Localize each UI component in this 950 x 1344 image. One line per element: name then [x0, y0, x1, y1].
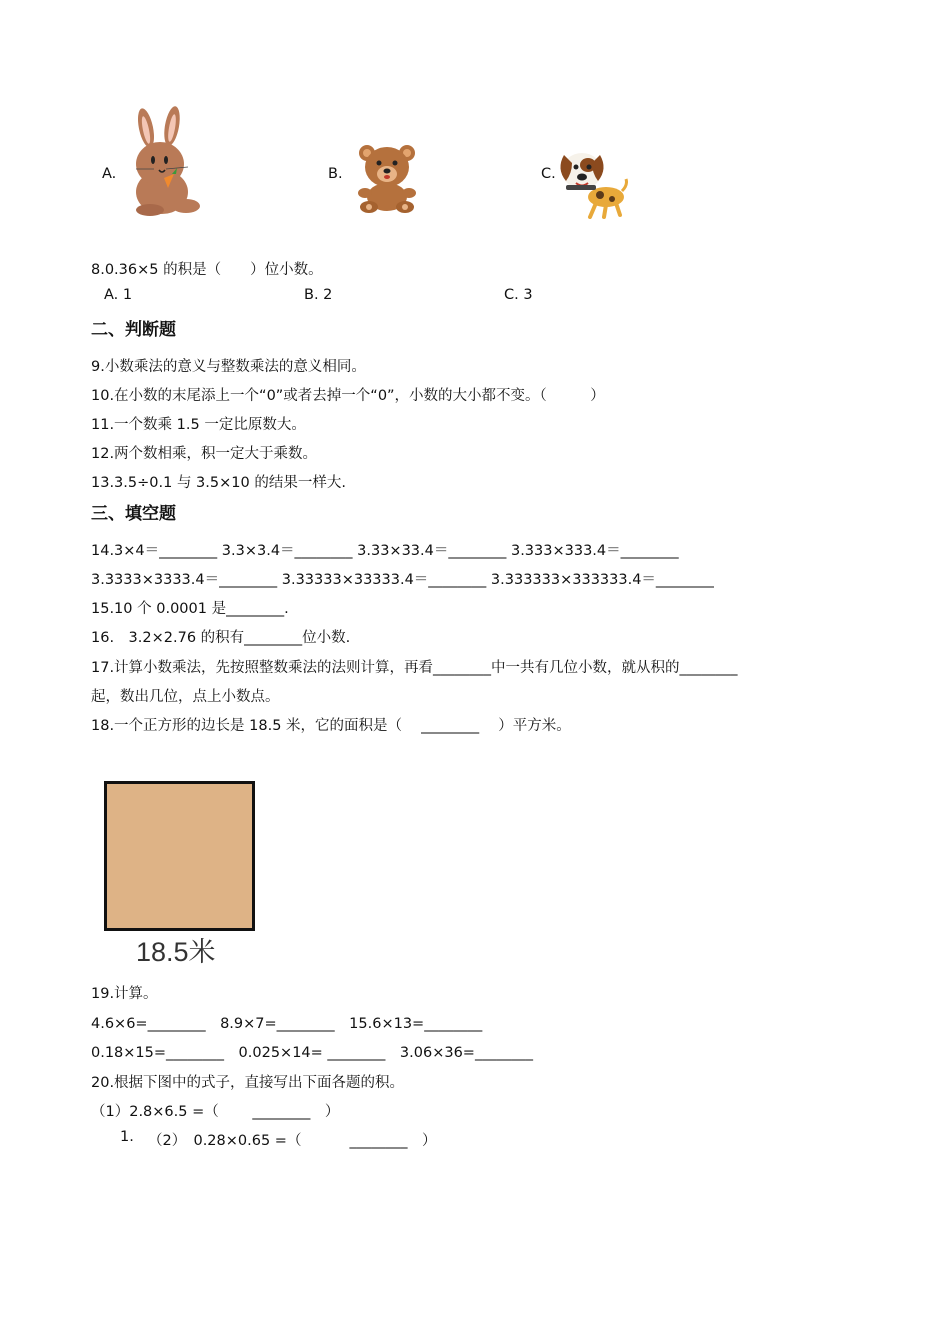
section-heading-fill-in: 三、填空题 [91, 504, 176, 524]
q20-item2-number: 1. [120, 1129, 134, 1145]
q8-text: 8.0.36×5 的积是（ ）位小数。 [91, 262, 323, 278]
rabbit-icon [126, 106, 208, 220]
q13-text: 13.3.5÷0.1 与 3.5×10 的结果一样大. [91, 475, 346, 491]
square-figure [104, 781, 255, 931]
square-side-label: 18.5米 [136, 937, 216, 967]
q14-line1: 14.3×4＝________ 3.3×3.4＝________ 3.33×33.4＝________ 3.333×333.4＝________ [91, 543, 679, 559]
dog-icon [556, 143, 628, 219]
q20-item1: （1）2.8×6.5 =（ ________ ） [91, 1104, 340, 1120]
option-b-label: B. [328, 166, 343, 182]
section-heading-judgement: 二、判断题 [91, 320, 176, 340]
q16-text: 16. 3.2×2.76 的积有________位小数. [91, 630, 351, 646]
option-c-label: C. [541, 166, 556, 182]
q8-option-b: B. 2 [304, 287, 333, 303]
bear-icon [355, 143, 419, 215]
q20-title: 20.根据下图中的式子，直接写出下面各题的积。 [91, 1075, 405, 1091]
q18-text: 18.一个正方形的边长是 18.5 米，它的面积是（ ________ ）平方米。 [91, 718, 571, 734]
q8-option-c: C. 3 [504, 287, 533, 303]
q10-text: 10.在小数的末尾添上一个“0”或者去掉一个“0”，小数的大小都不变。（ ） [91, 388, 605, 404]
q11-text: 11.一个数乘 1.5 一定比原数大。 [91, 417, 306, 433]
q19-line2: 0.18×15=________ 0.025×14= ________ 3.06×36=________ [91, 1045, 533, 1061]
q8-option-a: A. 1 [104, 287, 133, 303]
q15-text: 15.10 个 0.0001 是________. [91, 601, 289, 617]
q17-line1: 17.计算小数乘法，先按照整数乘法的法则计算，再看________中一共有几位小数，就从积的________ [91, 660, 738, 676]
option-a-label: A. [102, 166, 117, 182]
q17-line2: 起，数出几位，点上小数点。 [91, 689, 280, 705]
q20-item2: （2） 0.28×0.65 =（ ________ ） [148, 1133, 437, 1149]
q12-text: 12.两个数相乘，积一定大于乘数。 [91, 446, 318, 462]
q19-line1: 4.6×6=________ 8.9×7=________ 15.6×13=________ [91, 1016, 483, 1032]
q19-title: 19.计算。 [91, 986, 158, 1002]
q9-text: 9.小数乘法的意义与整数乘法的意义相同。 [91, 359, 366, 375]
q14-line2: 3.3333×3333.4＝________ 3.33333×33333.4＝________ 3.333333×333333.4＝________ [91, 572, 714, 588]
